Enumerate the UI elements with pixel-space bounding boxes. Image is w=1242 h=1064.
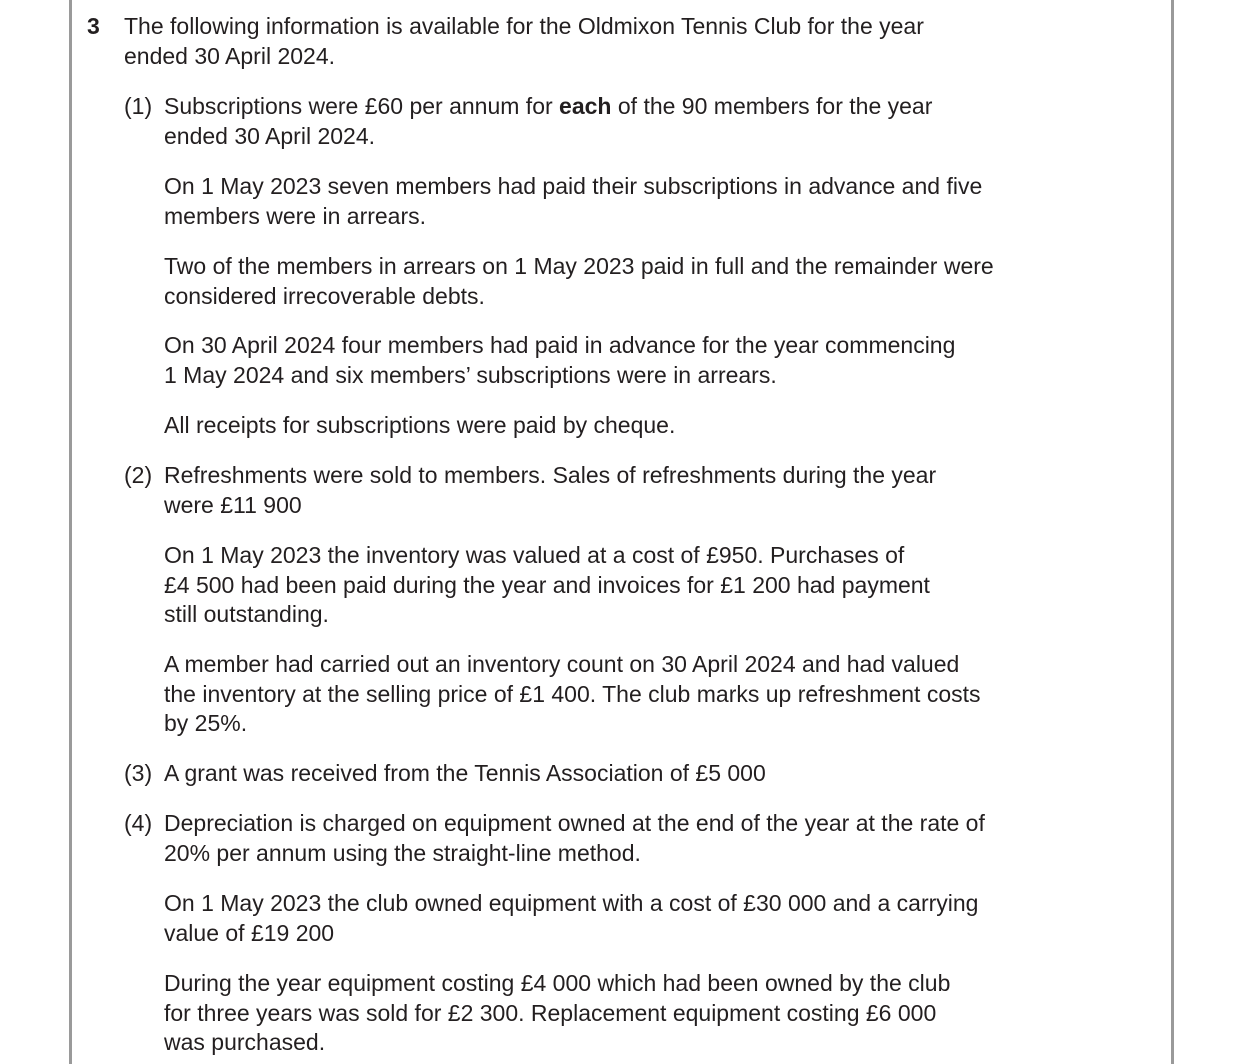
item-4-para-3: During the year equipment costing £4 000 which had been owned by the club for three years was sold for £2 300. Replacement equipment costing £6 000 was purchased. [164,970,951,1055]
item-1-para-1 [164,92,1044,151]
item-1-para-1-bold: each [559,93,612,119]
item-2-para-2: On 1 May 2023 the inventory was valued at a cost of £950. Purchases of £4 500 had been paid during the year and invoices for £1 200 had payment still outstanding. [164,542,930,627]
item-2-para-3: A member had carried out an inventory count on 30 April 2024 and had valued the inventory at the selling price of £1 400. The club marks up refreshment costs by 25%. [164,651,981,736]
item-3-label: (3) [124,760,153,786]
item-2-label: (2) [124,462,153,488]
item-1-para-4: On 30 April 2024 four members had paid in advance for the year commencing 1 May 2024 and six members’ subscriptions were in arrears. [164,332,956,388]
question-intro: The following information is available for the Oldmixon Tennis Club for the year ended 30 April 2024. [124,13,924,69]
item-1-para-5: All receipts for subscriptions were paid by cheque. [164,412,676,438]
item-4-para-2: On 1 May 2023 the club owned equipment with a cost of £30 000 and a carrying value of £19 200 [164,890,979,946]
item-1-para-1-after: of the 90 members for the year ended 30 April 2024. [164,93,933,149]
item-1-para-2: On 1 May 2023 seven members had paid their subscriptions in advance and five members were in arrears. [164,173,983,229]
item-4-para-1: Depreciation is charged on equipment owned at the end of the year at the rate of 20% per annum using the straight-line method. [164,810,985,866]
item-1-para-1-before: Subscriptions were £60 per annum for [164,93,560,119]
item-1-para-3: Two of the members in arrears on 1 May 2023 paid in full and the remainder were considered irrecoverable debts. [164,253,994,309]
item-1-label: (1) [124,93,153,119]
item-2-para-1: Refreshments were sold to members. Sales of refreshments during the year were £11 900 [164,462,937,518]
page-border-left [69,0,72,1064]
item-4-label: (4) [124,810,153,836]
item-3-para-1: A grant was received from the Tennis Association of £5 000 [164,760,766,786]
question-number: 3 [87,13,100,39]
page-border-right [1171,0,1174,1064]
